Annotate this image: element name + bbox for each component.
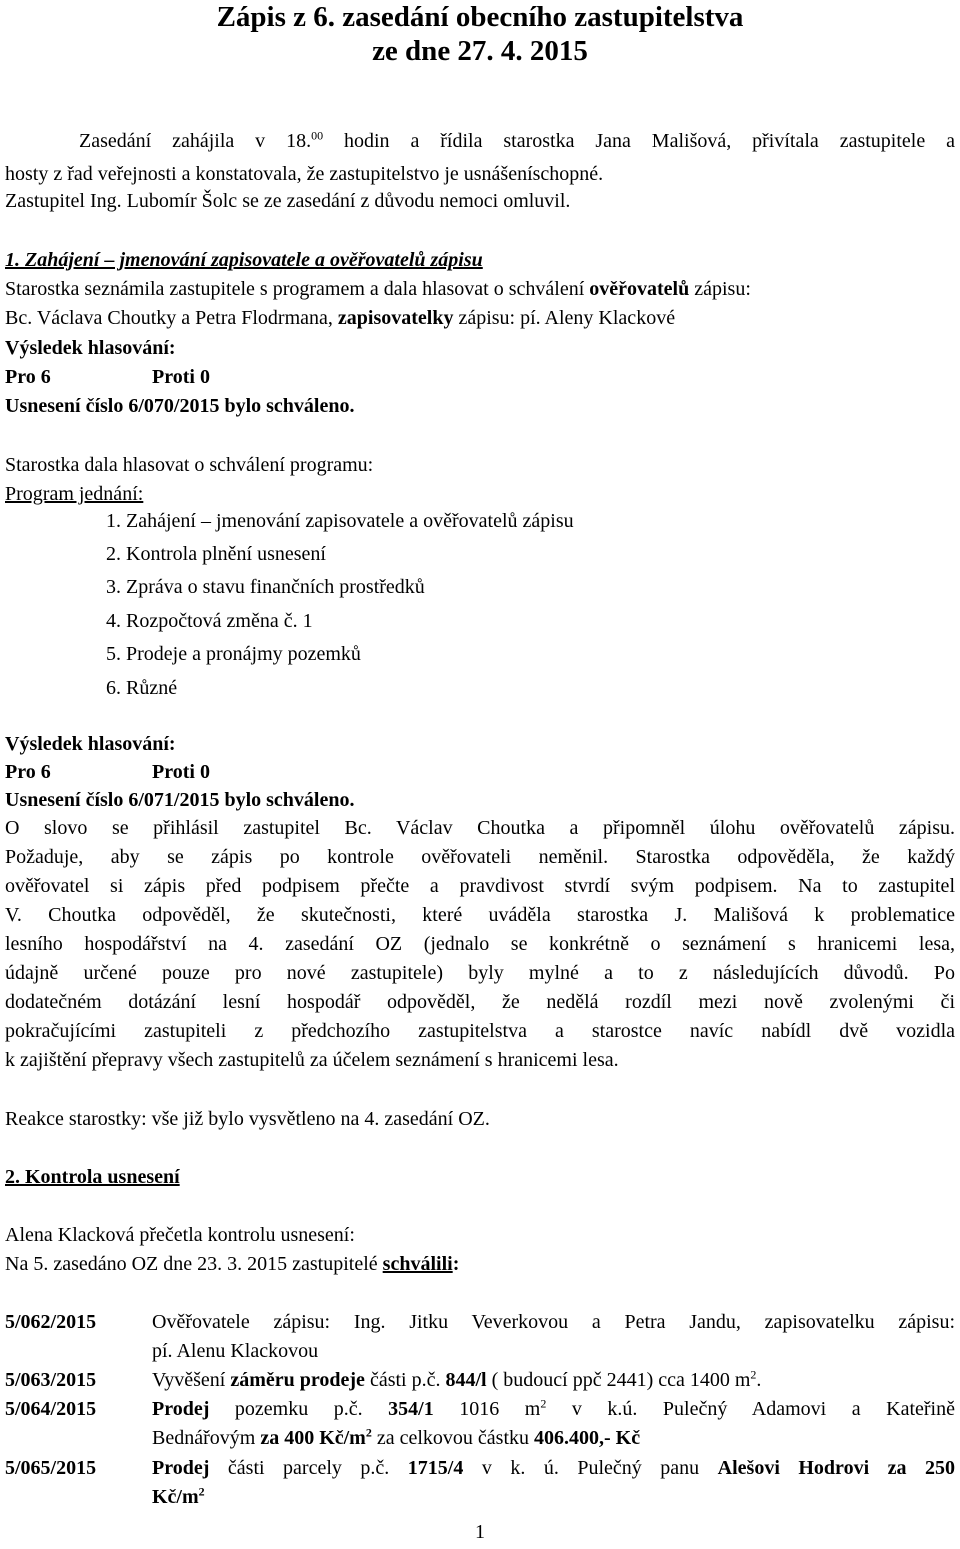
intro-line-3: Zastupitel Ing. Lubomír Šolc se ze zasedání z důvodu nemoci omluvil. [5, 190, 571, 212]
program-vote-proti: Proti 0 [152, 761, 210, 783]
program-intro: Starostka dala hlasovat o schválení programu: [5, 454, 374, 476]
discussion-line: ověřovatel si zápis před podpisem přečte a pravdivost stvrdí svým podpisem. Na to zastupitel [5, 875, 955, 897]
mayor-reaction: Reakce starostky: vše již bylo vysvětleno na 4. zasedání OZ. [5, 1108, 490, 1130]
page-number: 1 [475, 1521, 485, 1543]
document-title: Zápis z 6. zasedání obecního zastupitelstva [216, 1, 744, 33]
resolution-text: $Kč/m^2$ [152, 1484, 205, 1508]
resolution-text: Bednářovým za 400 $Kč/m^2$ za celkovou částku 406.400,- Kč [152, 1425, 641, 1449]
program-item: 5. Prodeje a pronájmy pozemků [106, 643, 361, 665]
section-1-vote-proti: Proti 0 [152, 366, 210, 388]
resolution-code: 5/064/2015 [5, 1398, 97, 1420]
resolution-code: 5/062/2015 [5, 1311, 97, 1333]
program-item: 6. Různé [106, 677, 178, 699]
discussion-line: Požaduje, aby se zápis po kontrole ověřovateli neměnil. Starostka odpověděla, že každý [5, 846, 955, 868]
resolution-text: pí. Alenu Klackovou [152, 1340, 319, 1362]
discussion-line: O slovo se přihlásil zastupitel Bc. Václav Choutka a připomněl úlohu ověřovatelů zápisu. [5, 817, 955, 839]
document-date: ze dne 27. 4. 2015 [372, 35, 588, 67]
program-vote-pro: Pro 6 [5, 761, 51, 783]
section-1-text-2: Bc. Václava Choutky a Petra Flodrmana, zapisovatelky zápisu: pí. Aleny Klackové [5, 307, 676, 329]
resolution-text: Ověřovatele zápisu: Ing. Jitku Veverkovou a Petra Jandu, zapisovatelku zápisu: [152, 1311, 955, 1333]
section-2-text-2: Na 5. zasedáno OZ dne 23. 3. 2015 zastupitelé schválili: [5, 1253, 460, 1275]
program-item: 1. Zahájení – jmenování zapisovatele a ověřovatelů zápisu [106, 510, 574, 532]
section-1-heading: 1. Zahájení – jmenování zapisovatele a ověřovatelů zápisu [5, 249, 483, 271]
program-label: Program jednání: [5, 483, 144, 505]
discussion-line: dodatečném dotázání lesní hospodář odpověděl, že nedělá rozdíl mezi nově zvolenými či [5, 991, 955, 1013]
discussion-line: pokračujícími zastupiteli z předchozího zastupitelstva a starostce navíc nabídl dvě vozidla [5, 1020, 955, 1042]
discussion-line: údajně určené pouze pro nové zastupitele) byly mylné a to z následujících důvodů. Po [5, 962, 955, 984]
section-1-vote-label: Výsledek hlasování: [5, 337, 176, 359]
section-1-resolution: Usnesení číslo 6/070/2015 bylo schváleno. [5, 395, 355, 417]
resolution-text: Vyvěšení záměru prodeje části p.č. 844/l ( budoucí ppč 2441) cca 1400 $m^2$. [152, 1367, 762, 1391]
section-2-text-1: Alena Klacková přečetla kontrolu usnesení: [5, 1224, 355, 1246]
discussion-line-last: k zajištění přepravy všech zastupitelů za účelem seznámení s hranicemi lesa. [5, 1049, 619, 1071]
resolution-code: 5/065/2015 [5, 1457, 97, 1479]
intro-line-2: hosty z řad veřejnosti a konstatovala, že zastupitelstvo je usnášeníschopné. [5, 163, 604, 185]
resolution-text: Prodej části parcely p.č. 1715/4 v k. ú. Pulečný panu Alešovi Hodrovi za 250 [152, 1457, 955, 1479]
program-item: 3. Zpráva o stavu finančních prostředků [106, 576, 425, 598]
section-2-heading: 2. Kontrola usnesení [5, 1166, 180, 1188]
program-item: 4. Rozpočtová změna č. 1 [106, 610, 313, 632]
section-1-text-1: Starostka seznámila zastupitele s programem a dala hlasovat o schválení ověřovatelů zápisu: [5, 278, 751, 300]
section-1-vote-pro: Pro 6 [5, 366, 51, 388]
discussion-line: lesního hospodářství na 4. zasedání OZ (jednalo se konkrétně o seznámení s hranicemi lesa, [5, 933, 955, 955]
intro-line-1: Zasedání zahájila v 18.00 hodin a řídila starostka Jana Mališová, přivítala zastupitele a [79, 128, 955, 152]
resolution-text: Prodej pozemku p.č. 354/1 1016 $m^2$ v k.ú. Pulečný Adamovi a Kateřině [152, 1396, 955, 1420]
program-vote-label: Výsledek hlasování: [5, 733, 176, 755]
program-item: 2. Kontrola plnění usnesení [106, 543, 326, 565]
program-resolution: Usnesení číslo 6/071/2015 bylo schváleno. [5, 789, 355, 811]
discussion-line: V. Choutka odpověděl, že skutečnosti, které uváděla starostka J. Mališová k problematice [5, 904, 955, 926]
resolution-code: 5/063/2015 [5, 1369, 97, 1391]
